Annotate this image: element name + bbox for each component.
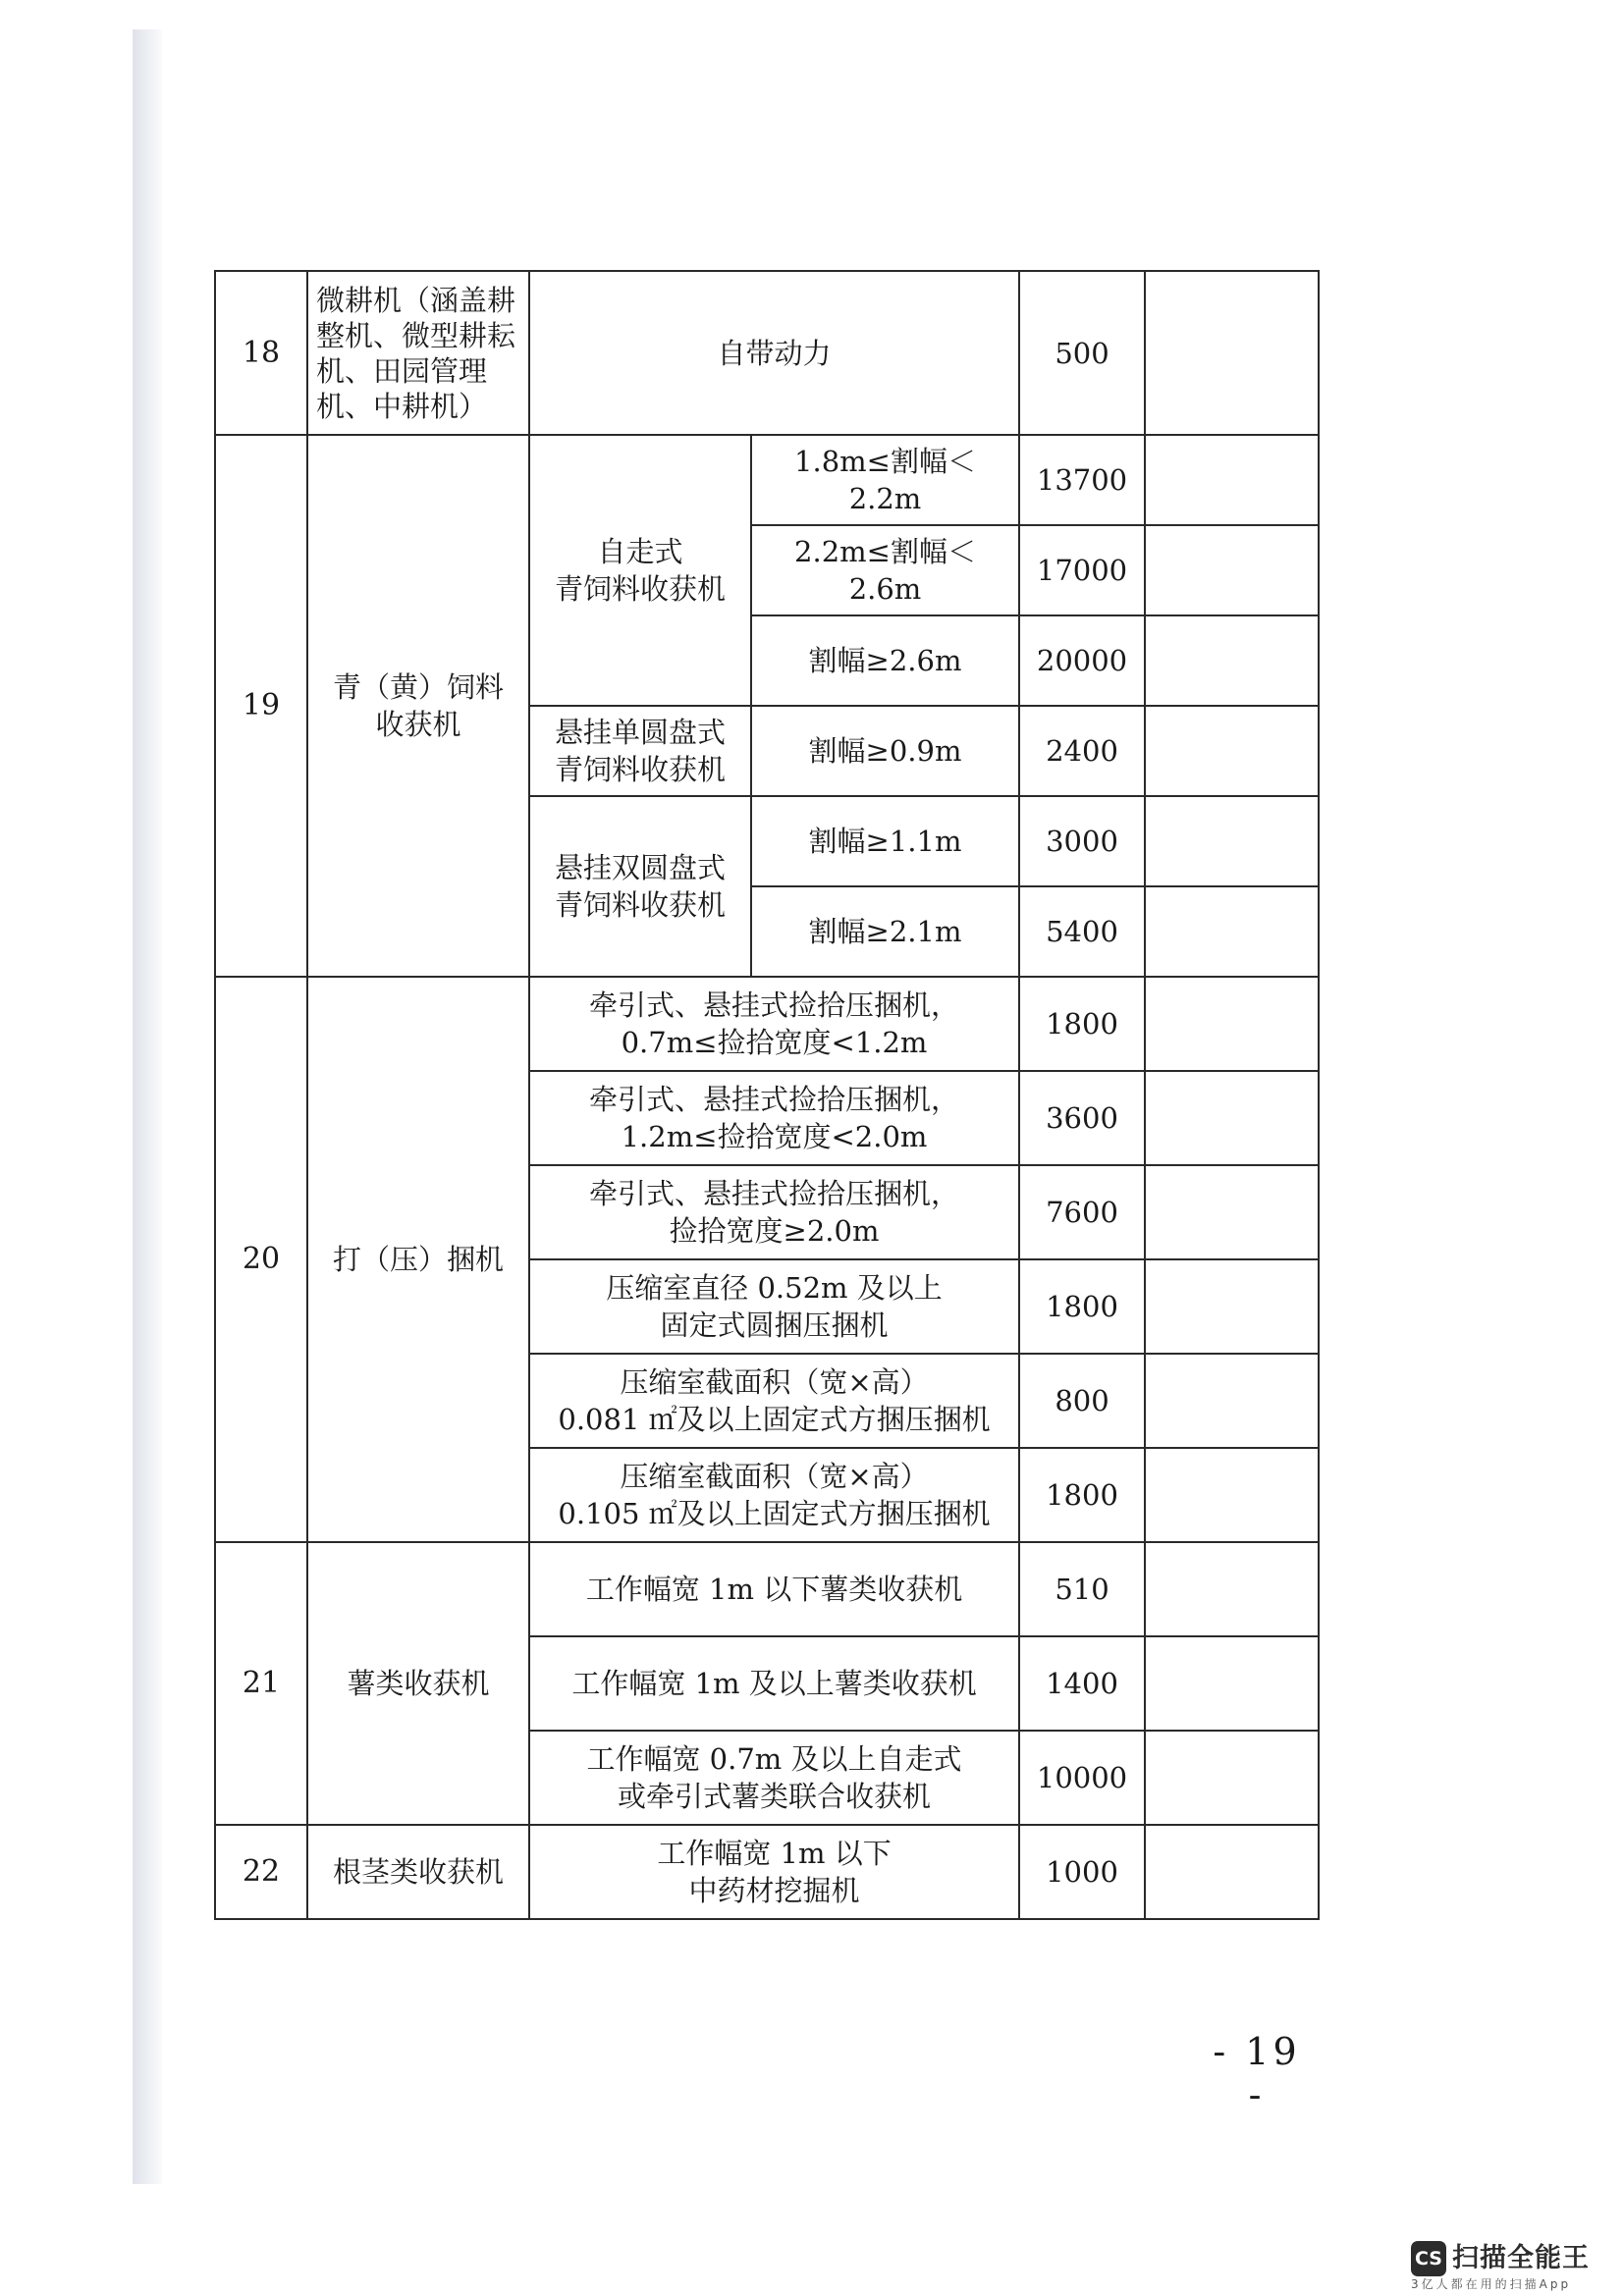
machine-type: 悬挂单圆盘式 青饲料收获机: [529, 706, 751, 796]
machine-spec: 牵引式、悬挂式捡拾压捆机， 0.7m≤捡拾宽度<1.2m: [529, 977, 1019, 1071]
subsidy-amount: 7600: [1019, 1165, 1145, 1259]
item-number: 22: [215, 1825, 307, 1919]
watermark-tagline: 3亿人都在用的扫描App: [1411, 2277, 1572, 2291]
subsidy-spec-table: [214, 270, 1320, 1920]
machine-name: 打（压）捆机: [307, 977, 529, 1542]
machine-spec: 自带动力: [529, 271, 1019, 435]
remarks-cell: [1145, 886, 1319, 977]
table-row: [215, 977, 1319, 1071]
remarks-cell: [1145, 1071, 1319, 1165]
item-number: 20: [215, 977, 307, 1542]
remarks-cell: [1145, 977, 1319, 1071]
camscanner-logo-icon: CS: [1411, 2241, 1446, 2276]
table-row: [215, 271, 1319, 435]
remarks-cell: [1145, 1542, 1319, 1636]
remarks-cell: [1145, 796, 1319, 886]
cutting-width-range: 割幅≥0.9m: [751, 706, 1019, 796]
machine-spec: 工作幅宽 1m 以下薯类收获机: [529, 1542, 1019, 1636]
binding-edge-shadow: [133, 29, 162, 2184]
subsidy-amount: 1800: [1019, 1448, 1145, 1542]
machine-spec: 压缩室截面积（宽×高） 0.081 ㎡及以上固定式方捆压捆机: [529, 1354, 1019, 1448]
page-number: - 19 -: [1213, 2030, 1301, 2116]
subsidy-amount: 510: [1019, 1542, 1145, 1636]
subsidy-amount: 3000: [1019, 796, 1145, 886]
cutting-width-range: 割幅≥2.1m: [751, 886, 1019, 977]
machine-name: 青（黄）饲料 收获机: [307, 435, 529, 977]
remarks-cell: [1145, 1448, 1319, 1542]
scanner-watermark: [1411, 2241, 1607, 2292]
machine-spec: 压缩室截面积（宽×高） 0.105 ㎡及以上固定式方捆压捆机: [529, 1448, 1019, 1542]
cutting-width-range: 2.2m≤割幅＜2.6m: [751, 525, 1019, 615]
table-row: [215, 435, 1319, 525]
table-row: [215, 1542, 1319, 1636]
machine-spec: 牵引式、悬挂式捡拾压捆机， 1.2m≤捡拾宽度<2.0m: [529, 1071, 1019, 1165]
subsidy-amount: 1800: [1019, 1259, 1145, 1354]
machine-spec: 工作幅宽 1m 以下 中药材挖掘机: [529, 1825, 1019, 1919]
machine-name: 微耕机（涵盖耕 整机、微型耕耘 机、田园管理 机、中耕机）: [307, 271, 529, 435]
subsidy-amount: 3600: [1019, 1071, 1145, 1165]
subsidy-amount: 2400: [1019, 706, 1145, 796]
machine-spec: 工作幅宽 0.7m 及以上自走式 或牵引式薯类联合收获机: [529, 1731, 1019, 1825]
machine-spec: 压缩室直径 0.52m 及以上 固定式圆捆压捆机: [529, 1259, 1019, 1354]
subsidy-amount: 20000: [1019, 615, 1145, 706]
subsidy-amount: 1800: [1019, 977, 1145, 1071]
machine-type: 自走式 青饲料收获机: [529, 435, 751, 706]
cutting-width-range: 1.8m≤割幅＜2.2m: [751, 435, 1019, 525]
subsidy-amount: 10000: [1019, 1731, 1145, 1825]
remarks-cell: [1145, 615, 1319, 706]
remarks-cell: [1145, 1825, 1319, 1919]
remarks-cell: [1145, 1636, 1319, 1731]
item-number: 21: [215, 1542, 307, 1825]
machine-name: 薯类收获机: [307, 1542, 529, 1825]
remarks-cell: [1145, 525, 1319, 615]
cutting-width-range: 割幅≥2.6m: [751, 615, 1019, 706]
subsidy-amount: 800: [1019, 1354, 1145, 1448]
subsidy-amount: 1000: [1019, 1825, 1145, 1919]
cutting-width-range: 割幅≥1.1m: [751, 796, 1019, 886]
remarks-cell: [1145, 1259, 1319, 1354]
remarks-cell: [1145, 1731, 1319, 1825]
machine-type: 悬挂双圆盘式 青饲料收获机: [529, 796, 751, 977]
item-number: 19: [215, 435, 307, 977]
machine-spec: 工作幅宽 1m 及以上薯类收获机: [529, 1636, 1019, 1731]
watermark-app-name: 扫描全能王: [1452, 2243, 1590, 2273]
remarks-cell: [1145, 706, 1319, 796]
remarks-cell: [1145, 271, 1319, 435]
item-number: 18: [215, 271, 307, 435]
remarks-cell: [1145, 1354, 1319, 1448]
subsidy-amount: 500: [1019, 271, 1145, 435]
subsidy-amount: 17000: [1019, 525, 1145, 615]
subsidy-amount: 13700: [1019, 435, 1145, 525]
subsidy-amount: 1400: [1019, 1636, 1145, 1731]
remarks-cell: [1145, 1165, 1319, 1259]
machine-spec: 牵引式、悬挂式捡拾压捆机， 捡拾宽度≥2.0m: [529, 1165, 1019, 1259]
remarks-cell: [1145, 435, 1319, 525]
subsidy-amount: 5400: [1019, 886, 1145, 977]
table-row: [215, 1825, 1319, 1919]
machine-name: 根茎类收获机: [307, 1825, 529, 1919]
